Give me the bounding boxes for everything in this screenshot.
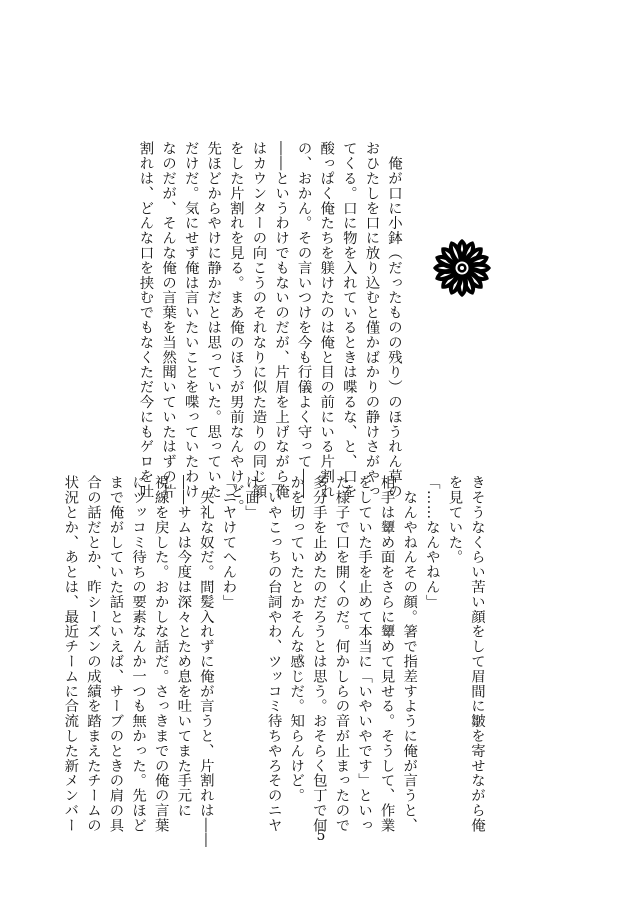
text-line: てくる。口に物を入れているときは喋るな、と、口を xyxy=(340,141,357,499)
text-line: ――というわけでもないのだが、片眉を上げながら俺 xyxy=(273,141,290,499)
page-number: 5 xyxy=(316,828,326,844)
text-line: 酸っぱく俺たちを躾けたのは俺と目の前にいる片割れ xyxy=(318,141,335,499)
chrysanthemum-crest-icon xyxy=(432,238,492,298)
text-line: をした片割れを見る。まあ俺のほうが男前なんやけど。 xyxy=(227,141,244,514)
text-block-lower xyxy=(62,475,488,848)
text-line: を見ていた。 xyxy=(446,475,463,565)
text-line: 「ニヤけてへんわ」 xyxy=(220,475,237,610)
text-line: おひたしを口に放り込むと僅かばかりの静けさがやっ xyxy=(363,141,380,499)
text-line: なのだが、そんな俺の言葉を当然聞いていたはずの片 xyxy=(160,141,177,499)
text-line: 合の話だとか、昨シーズンの成績を踏まえたチームの xyxy=(84,475,101,833)
text-line: をしていた手を止めて本当に「いやいやです」といっ xyxy=(356,475,373,833)
text-line: 「いやこっちの台詞やわ、ツッコミ待ちやろそのニヤ xyxy=(265,475,282,833)
text-line: はカウンターの向こうのそれなりに似た造りの同じ顔 xyxy=(250,141,267,499)
text-line: 相手は顰め面をさらに顰めて見せる。そうして、作業 xyxy=(378,475,395,833)
text-line: の、おかん。その言いつけを今も行儀よく守って―― xyxy=(295,141,312,499)
text-line: まで俺がしていた話といえば、サーブのときの肩の具 xyxy=(107,475,124,833)
text-line: 状況とか、あとは、最近チームに合流した新メンバー xyxy=(62,475,79,833)
text-line: なんやねんその顔。箸で指差すように俺が言うと、 xyxy=(401,475,418,833)
text-line: 俺が口に小鉢（だったものの残り）のほうれん草の xyxy=(386,141,402,499)
text-line: 失礼な奴だ。間髪入れずに俺が言うと、片割れは―― xyxy=(197,475,214,848)
text-line: 視線を戻した。おかしな話だ。さっきまでの俺の言葉 xyxy=(152,475,169,833)
text-line: 割れは、どんな口を挟むでもなくただ今にもゲロを吐 xyxy=(137,141,154,499)
text-line: だけだ。気にせず俺は言いたいことを喋っていたわけ xyxy=(182,141,199,499)
text-line: かを切っていたとかそんな感じだ。知らんけど。 xyxy=(288,475,305,803)
text-line: 「……なんやねん」 xyxy=(423,475,440,610)
text-line: ――サムは今度は深々とため息を吐いてまた手元に xyxy=(175,475,192,818)
text-line: きそうなくらい苦い顔をして眉間に皺を寄せながら俺 xyxy=(469,475,485,833)
text-line: た様子で口を開くのだ。何かしらの音が止まったので xyxy=(333,475,350,833)
text-line: 先ほどからやけに静かだとは思っていた。思っていた xyxy=(205,141,222,499)
text-line: 多分手を止めたのだろうとは思う。おそらく包丁で何 xyxy=(310,475,327,833)
text-line: にツッコミ待ちの要素なんか一つも無かった。先ほど xyxy=(130,475,147,833)
text-line: け面」 xyxy=(243,475,260,520)
